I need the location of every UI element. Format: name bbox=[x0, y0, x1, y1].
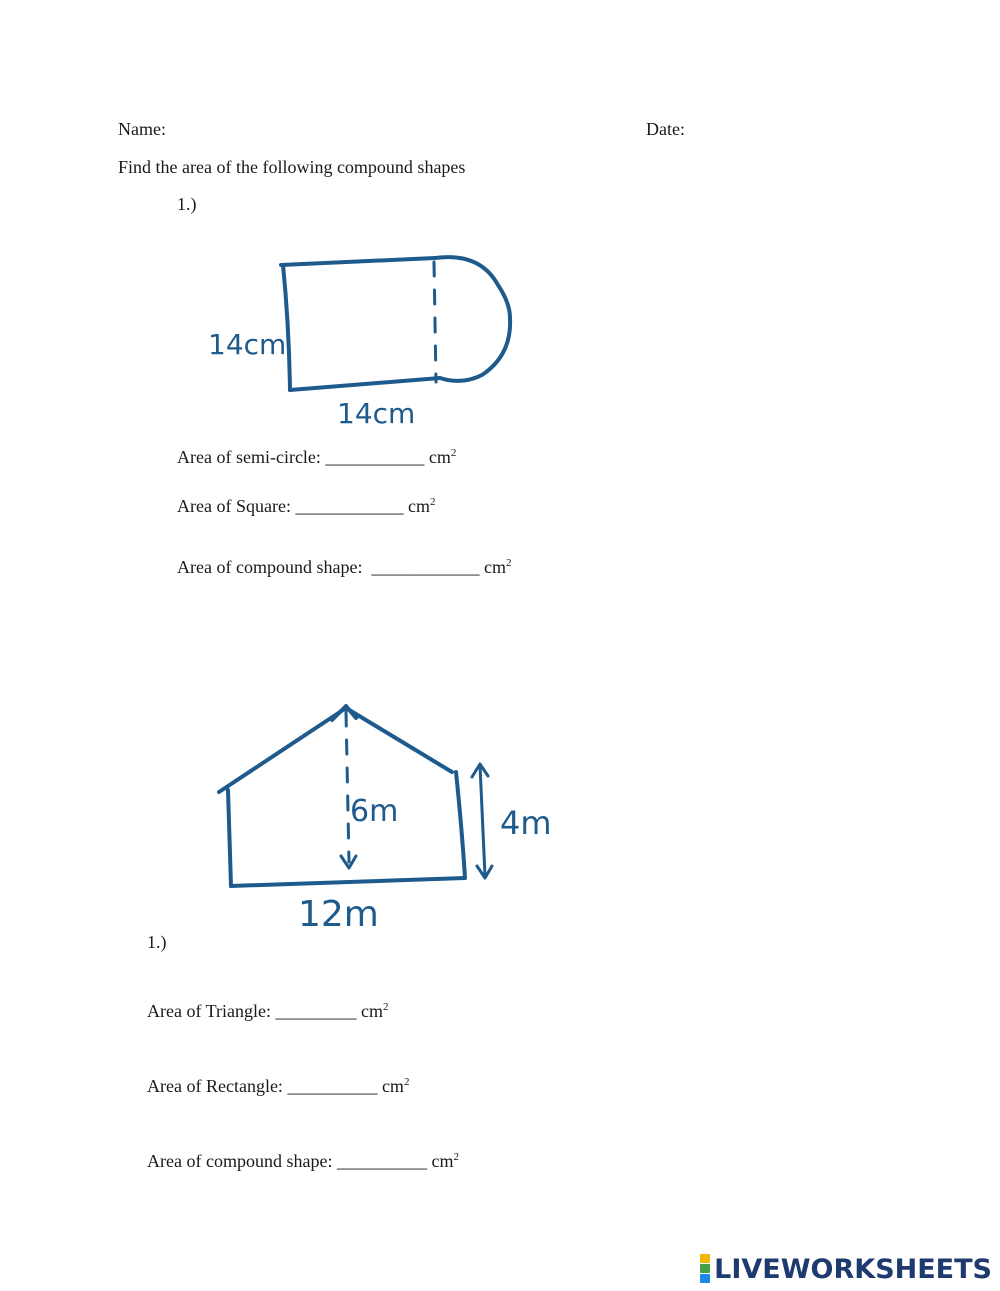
problem-2-bottom-label: 12m bbox=[298, 894, 379, 935]
problem-2-side-label: 4m bbox=[500, 804, 552, 842]
p1-q2-exp: 2 bbox=[429, 496, 436, 508]
p1-q3-exp: 2 bbox=[505, 557, 512, 569]
p2-q2 bbox=[147, 1075, 409, 1097]
p1-q1-label: Area of semi-circle: bbox=[177, 447, 321, 467]
logo-square-green bbox=[700, 1264, 710, 1273]
p1-q1-unit: cm bbox=[428, 447, 451, 467]
p2-q1-label: Area of Triangle: bbox=[147, 1001, 271, 1021]
name-label: Name: bbox=[118, 119, 166, 139]
p1-q1-exp: 2 bbox=[450, 447, 457, 459]
p2-q2-label: Area of Rectangle: bbox=[147, 1076, 283, 1096]
p2-q1 bbox=[147, 1000, 388, 1022]
liveworksheets-logo[interactable] bbox=[700, 1252, 992, 1286]
logo-text: LIVEWORKSHEETS bbox=[714, 1253, 992, 1285]
p2-q3 bbox=[147, 1150, 459, 1172]
logo-mark-icon bbox=[700, 1254, 710, 1284]
p2-q3-answer-blank[interactable]: __________ bbox=[336, 1151, 427, 1171]
problem-1-side-label: 14cm bbox=[208, 328, 287, 361]
p1-q2-unit: cm bbox=[407, 496, 430, 516]
problem-1-bottom-label: 14cm bbox=[337, 397, 416, 430]
logo-square-blue bbox=[700, 1274, 710, 1283]
p2-q2-answer-blank[interactable]: __________ bbox=[287, 1076, 378, 1096]
logo-square-yellow bbox=[700, 1254, 710, 1263]
p2-q2-exp: 2 bbox=[403, 1076, 410, 1088]
instructions: Find the area of the following compound shapes bbox=[118, 157, 466, 177]
p1-q3-unit: cm bbox=[483, 557, 506, 577]
p2-q1-answer-blank[interactable]: _________ bbox=[275, 1001, 357, 1021]
p1-q3-label: Area of compound shape: bbox=[177, 557, 363, 577]
p1-q3-answer-blank[interactable]: ____________ bbox=[371, 557, 480, 577]
problem-2-height-label: 6m bbox=[350, 794, 399, 829]
p2-q3-label: Area of compound shape: bbox=[147, 1151, 333, 1171]
p2-q1-exp: 2 bbox=[382, 1001, 389, 1013]
p2-q2-unit: cm bbox=[381, 1076, 404, 1096]
p2-q3-exp: 2 bbox=[453, 1151, 459, 1163]
date-label: Date: bbox=[646, 119, 685, 139]
p1-q2-answer-blank[interactable]: ____________ bbox=[295, 496, 404, 516]
p1-q1-answer-blank[interactable]: ___________ bbox=[325, 447, 425, 467]
p2-q1-unit: cm bbox=[360, 1001, 383, 1021]
p2-q3-unit: cm bbox=[431, 1151, 454, 1171]
problem-2-number: 1.) bbox=[147, 932, 167, 952]
p1-q2-label: Area of Square: bbox=[177, 496, 291, 516]
problem-1-number: 1.) bbox=[177, 194, 197, 214]
